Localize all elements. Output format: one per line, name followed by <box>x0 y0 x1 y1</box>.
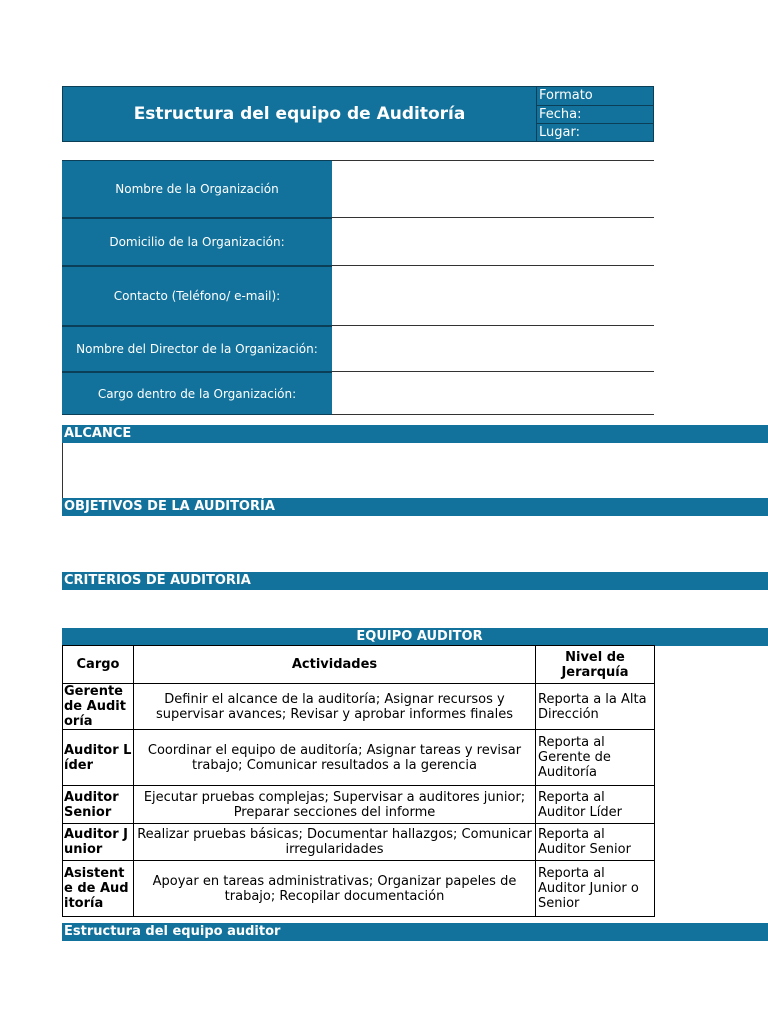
meta-formato: Formato <box>536 87 653 105</box>
document-header <box>62 86 654 142</box>
nivel-cell: Reporta al Gerente de Auditoría <box>536 730 655 786</box>
org-position-value[interactable] <box>332 372 654 415</box>
cargo-cell: Auditor Junior <box>63 824 134 861</box>
equipo-auditor-title: EQUIPO AUDITOR <box>356 629 483 644</box>
org-director-value[interactable] <box>332 326 654 372</box>
section-objetivos: OBJETIVOS DE LA AUDITORÍA <box>62 498 768 516</box>
org-address-label: Domicilio de la Organización: <box>62 218 332 266</box>
nivel-cell: Reporta al Auditor Junior o Senior <box>536 861 655 917</box>
alcance-content[interactable] <box>62 443 768 498</box>
nivel-cell: Reporta al Auditor Senior <box>536 824 655 861</box>
section-estructura: Estructura del equipo auditor <box>62 923 768 941</box>
org-contact-label: Contacto (Teléfono/ e-mail): <box>62 266 332 326</box>
col-actividades: Actividades <box>134 646 536 684</box>
table-row <box>63 824 655 861</box>
org-name-label: Nombre de la Organización <box>62 160 332 218</box>
actividades-cell: Realizar pruebas básicas; Documentar hallazgos; Comunicar irregularidades <box>134 824 536 861</box>
nivel-cell: Reporta al Auditor Líder <box>536 786 655 824</box>
col-nivel: Nivel de Jerarquía <box>536 646 655 684</box>
section-equipo-auditor <box>62 628 768 646</box>
org-position-label: Cargo dentro de la Organización: <box>62 372 332 415</box>
actividades-cell: Apoyar en tareas administrativas; Organizar papeles de trabajo; Recopilar documentación <box>134 861 536 917</box>
cargo-cell: Asistente de Auditoría <box>63 861 134 917</box>
cargo-cell: Auditor Líder <box>63 730 134 786</box>
table-row <box>63 861 655 917</box>
actividades-cell: Coordinar el equipo de auditoría; Asignar tareas y revisar trabajo; Comunicar resultados a la gerencia <box>134 730 536 786</box>
nivel-cell: Reporta a la Alta Dirección <box>536 684 655 730</box>
org-director-label: Nombre del Director de la Organización: <box>62 326 332 372</box>
meta-lugar: Lugar: <box>536 123 653 141</box>
section-criterios: CRITERIOS DE AUDITORIA <box>62 572 768 590</box>
team-table <box>62 645 655 917</box>
cargo-cell: Gerente de Auditoría <box>63 684 134 730</box>
table-row <box>63 730 655 786</box>
table-row <box>63 684 655 730</box>
org-address-value[interactable] <box>332 218 654 266</box>
document-title: Estructura del equipo de Auditoría <box>133 104 466 124</box>
col-cargo: Cargo <box>63 646 134 684</box>
actividades-cell: Definir el alcance de la auditoría; Asignar recursos y supervisar avances; Revisar y aprobar informes finales <box>134 684 536 730</box>
org-contact-value[interactable] <box>332 266 654 326</box>
meta-fecha: Fecha: <box>536 105 653 123</box>
actividades-cell: Ejecutar pruebas complejas; Supervisar a auditores junior; Preparar secciones del informe <box>134 786 536 824</box>
section-alcance: ALCANCE <box>62 425 768 443</box>
table-row <box>63 786 655 824</box>
team-header-row <box>63 646 655 684</box>
cargo-cell: Auditor Senior <box>63 786 134 824</box>
org-name-value[interactable] <box>332 160 654 218</box>
